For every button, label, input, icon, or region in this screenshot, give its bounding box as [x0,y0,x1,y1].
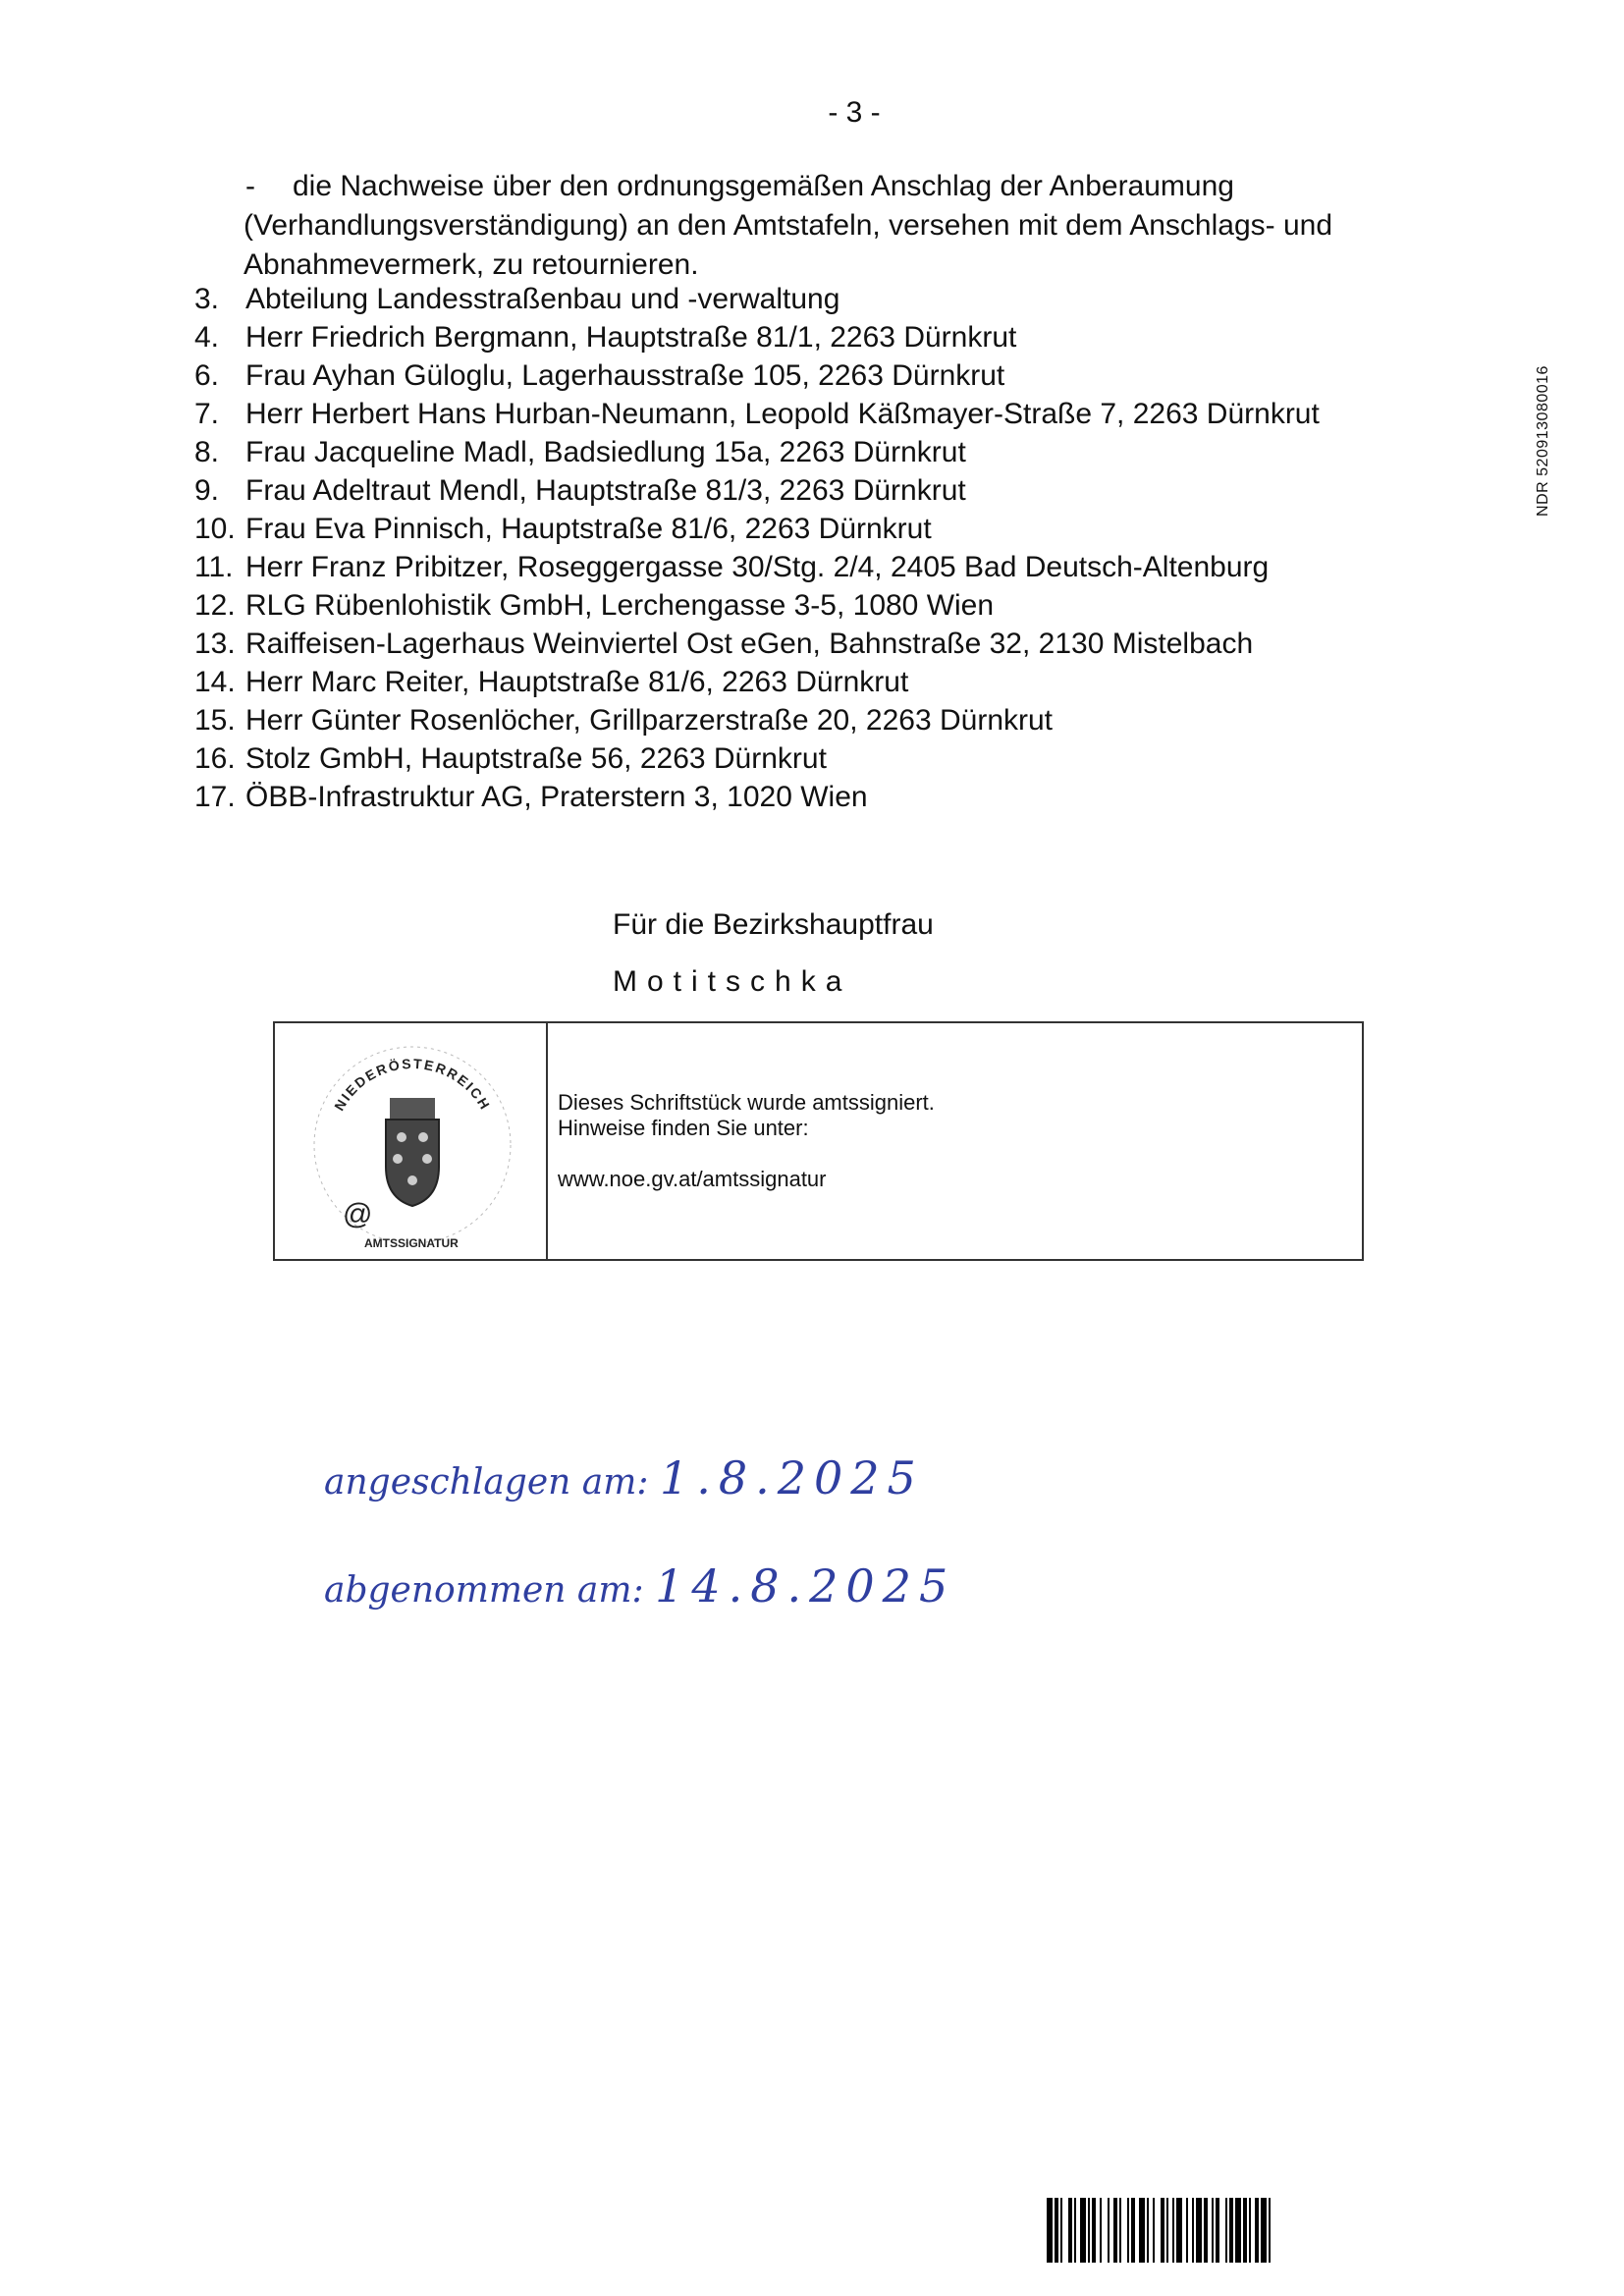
official-signature-box [273,1021,1364,1261]
signature-info-link[interactable]: www.noe.gv.at/amtssignatur [558,1167,827,1191]
item-text: Herr Franz Pribitzer, Roseggergasse 30/Stg. 2/4, 2405 Bad Deutsch-Altenburg [245,551,1270,583]
handwritten-removed-label: abgenommen am: [324,1570,644,1611]
signature-notice [548,1023,935,1259]
list-item [194,433,1320,471]
item-text: Herr Herbert Hans Hurban-Neumann, Leopold Käßmayer-Straße 7, 2263 Dürnkrut [245,398,1320,430]
page-number: - 3 - [828,96,881,129]
intro-dash: - [245,170,255,202]
item-text: RLG Rübenlohistik GmbH, Lerchengasse 3-5, 1080 Wien [245,589,995,622]
list-item [194,701,1320,739]
item-text: Frau Eva Pinnisch, Hauptstraße 81/6, 2263 Dürnkrut [245,513,932,545]
item-text: Frau Ayhan Güloglu, Lagerhausstraße 105, 2263 Dürnkrut [245,359,1005,392]
list-item [194,586,1320,625]
item-text: Frau Adeltraut Mendl, Hauptstraße 81/3, 2263 Dürnkrut [245,474,966,507]
item-number: 9. [194,474,220,507]
handwritten-posted-label: angeschlagen am: [324,1462,649,1503]
item-text: Raiffeisen-Lagerhaus Weinviertel Ost eGen, Bahnstraße 32, 2130 Mistelbach [245,628,1254,660]
item-number: 6. [194,359,220,392]
handwritten-posted-date: 1.8.2025 [659,1451,924,1504]
item-number: 11. [194,551,234,583]
item-number: 15. [194,704,236,737]
item-number: 14. [194,666,236,698]
handwritten-removed-date: 14.8.2025 [655,1559,956,1613]
intro-paragraph [244,167,1490,285]
item-number: 17. [194,781,236,813]
list-item [194,280,1320,318]
signature-notice-line-2: Hinweise finden Sie unter: [558,1116,809,1140]
list-item [194,739,1320,778]
handwritten-posted-note [324,1451,924,1504]
list-item [194,548,1320,586]
list-item [194,471,1320,510]
intro-line-2: (Verhandlungsverständigung) an den Amtstafeln, versehen mit dem Anschlags- und [244,209,1333,242]
item-number: 12. [194,589,236,622]
list-item [194,663,1320,701]
document-id: NDR 520913080016 [1534,365,1551,517]
item-number: 7. [194,398,220,430]
item-number: 16. [194,742,236,775]
signer-name: Motitschka [613,965,852,998]
item-text: Stolz GmbH, Hauptstraße 56, 2263 Dürnkrut [245,742,827,775]
list-item [194,625,1320,663]
list-item [194,395,1320,433]
item-text: Herr Günter Rosenlöcher, Grillparzerstraße 20, 2263 Dürnkrut [245,704,1054,737]
item-number: 4. [194,321,220,354]
barcode [1047,2198,1479,2263]
svg-text:NIEDERÖSTERREICH: NIEDERÖSTERREICH [331,1055,494,1114]
item-text: Abteilung Landesstraßenbau und -verwaltung [245,283,840,315]
svg-text:@: @ [343,1198,373,1230]
list-item [194,356,1320,395]
intro-line-1: die Nachweise über den ordnungsgemäßen Anschlag der Anberaumung [293,170,1234,202]
item-number: 13. [194,628,236,660]
item-number: 3. [194,283,220,315]
intro-line-3: Abnahmevermerk, zu retournieren. [244,248,699,281]
svg-text:AMTSSIGNATUR: AMTSSIGNATUR [364,1236,459,1250]
amtssignatur-seal-icon [299,1029,525,1255]
item-text: Herr Marc Reiter, Hauptstraße 81/6, 2263 Dürnkrut [245,666,909,698]
recipient-list [194,280,1320,816]
item-number: 8. [194,436,220,468]
list-item [194,318,1320,356]
handwritten-removed-note [324,1559,955,1613]
list-item [194,778,1320,816]
seal-cell [275,1023,548,1259]
item-text: Herr Friedrich Bergmann, Hauptstraße 81/1, 2263 Dürnkrut [245,321,1017,354]
item-number: 10. [194,513,236,545]
list-item [194,510,1320,548]
signoff-line: Für die Bezirkshauptfrau [613,908,934,941]
signature-notice-line-1: Dieses Schriftstück wurde amtssigniert. [558,1090,935,1115]
item-text: Frau Jacqueline Madl, Badsiedlung 15a, 2263 Dürnkrut [245,436,966,468]
item-text: ÖBB-Infrastruktur AG, Praterstern 3, 1020 Wien [245,781,868,813]
